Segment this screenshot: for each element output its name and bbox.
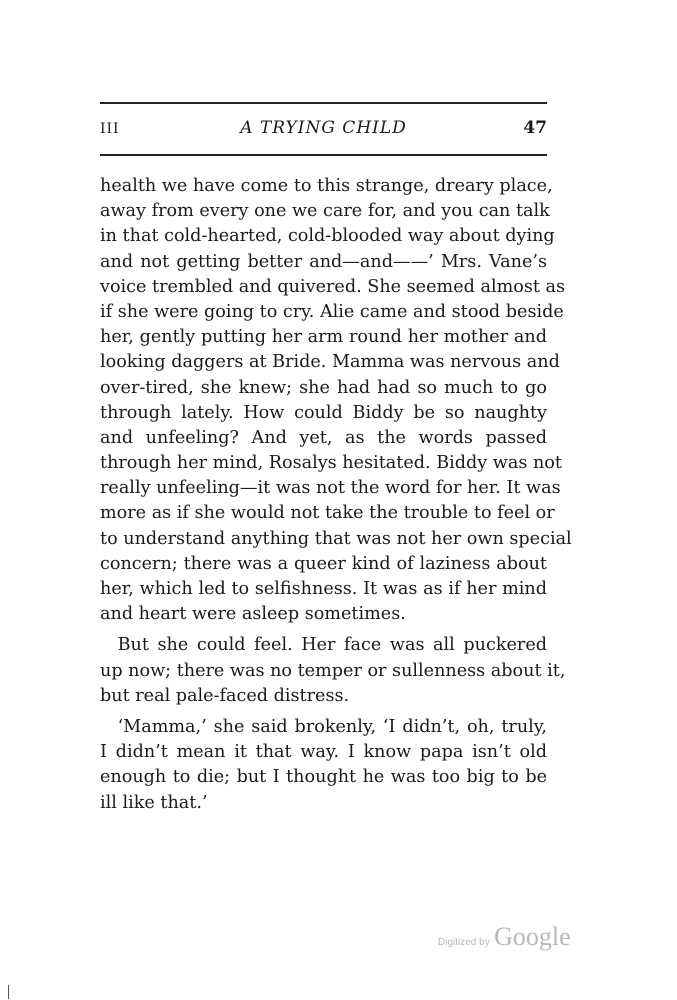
- text-line: more as if she would not take the trouble to feel or: [100, 503, 555, 524]
- scan-mark: [8, 985, 9, 999]
- text-line: over-tired, she knew; she had had so much to go: [100, 377, 547, 398]
- running-header: [100, 118, 547, 142]
- text-line: really unfeeling—it was not the word for her. It was: [100, 478, 561, 499]
- paragraph: [100, 715, 547, 816]
- paragraph: [100, 174, 572, 627]
- text-line: but real pale-faced distress.: [100, 685, 350, 706]
- text-line: voice trembled and quivered. She seemed almost as: [100, 276, 566, 297]
- text-line: But she could feel. Her face was all puckered: [100, 635, 547, 656]
- text-line: in that cold-hearted, cold-blooded way about dying: [100, 226, 555, 247]
- header-rule: [100, 154, 547, 156]
- text-line: up now; there was no temper or sullenness about it,: [100, 660, 566, 681]
- text-line: if she were going to cry. Alie came and stood beside: [100, 301, 564, 322]
- text-line: concern; there was a queer kind of laziness about: [100, 553, 547, 574]
- digitized-watermark: [438, 922, 571, 952]
- text-line: to understand anything that was not her own special: [100, 528, 572, 549]
- text-line: her, gently putting her arm round her mother and: [100, 327, 547, 348]
- text-line: enough to die; but I thought he was too big to be: [100, 767, 547, 788]
- page-number: 47: [523, 118, 547, 138]
- watermark-prefix: Digitized by: [438, 937, 490, 948]
- text-line: and heart were asleep sometimes.: [100, 604, 406, 625]
- page-body: [100, 174, 572, 816]
- text-line: through her mind, Rosalys hesitated. Biddy was not: [100, 453, 562, 474]
- google-logo: Google: [494, 922, 571, 951]
- top-rule: [100, 102, 547, 104]
- running-title: A TRYING CHILD: [240, 118, 407, 138]
- text-line: away from every one we care for, and you can talk: [100, 201, 550, 222]
- text-line: ill like that.’: [100, 792, 208, 813]
- text-line: and unfeeling? And yet, as the words passed: [100, 427, 547, 448]
- text-line: and not getting better and—and——’ Mrs. Vane’s: [100, 251, 547, 272]
- text-line: through lately. How could Biddy be so naughty: [100, 402, 547, 423]
- text-line: ‘Mamma,’ she said brokenly, ‘I didn’t, oh, truly,: [100, 716, 547, 737]
- text-line: I didn’t mean it that way. I know papa isn’t old: [100, 742, 547, 763]
- text-line: looking daggers at Bride. Mamma was nervous and: [100, 352, 560, 373]
- paragraph: [100, 633, 566, 709]
- chapter-number: III: [100, 121, 120, 137]
- text-line: her, which led to selfishness. It was as if her mind: [100, 579, 547, 599]
- text-line: health we have come to this strange, dreary place,: [100, 176, 553, 196]
